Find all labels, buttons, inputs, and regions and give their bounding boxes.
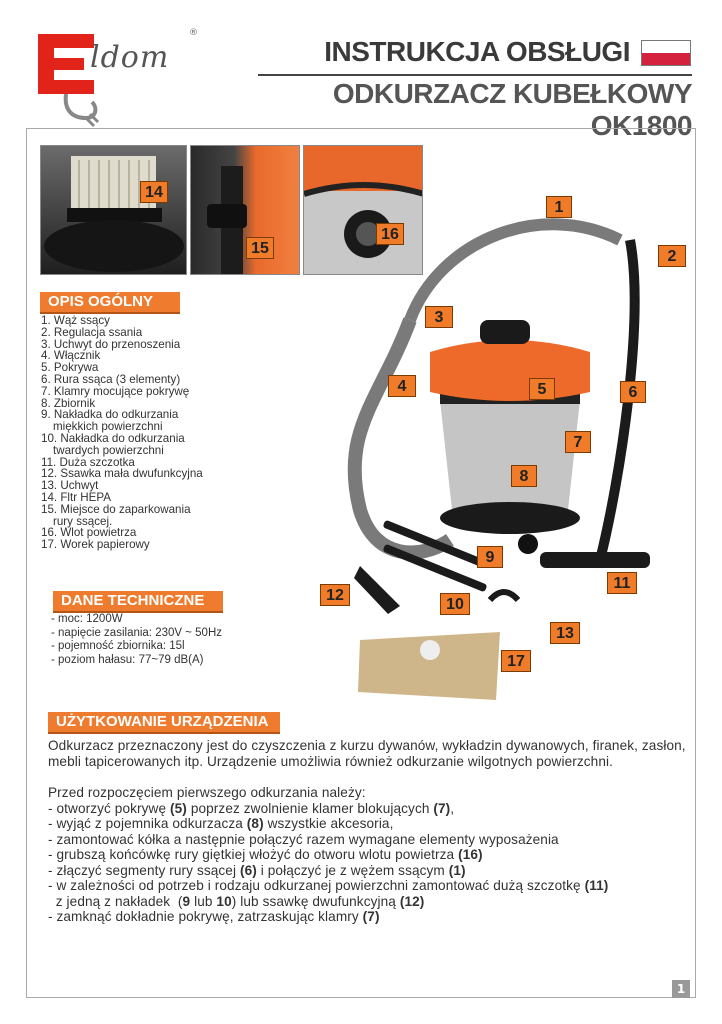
usage-step: z jedną z nakładek (9 lub 10) lub ssawkę dwufunkcyjną (12) [48,893,425,909]
parts-list-item: 6. Rura ssąca (3 elementy) [41,372,181,386]
callout-7: 7 [565,431,591,453]
usage-intro: Odkurzacz przeznaczony jest do czyszczenia z kurzu dywanów, wykładzin dywanowych, firanek, zasłon, mebli tapicerowanych itp. Urządzenie umożliwia również odkurzanie wilgotnych powierzchni. [48,738,686,769]
section-heading-dane: DANE TECHNICZNE [53,591,223,613]
parts-list-item: 2. Regulacja ssania [41,325,143,339]
photo-label-15: 15 [246,237,274,259]
title-rule [258,74,692,76]
registered-mark: ® [189,28,198,38]
callout-6: 6 [620,381,646,403]
parts-list-item: 12. Ssawka mała dwufunkcyjna [41,467,203,481]
parts-list-item: 14. Fltr HEPA [41,490,112,504]
callout-4: 4 [388,375,416,397]
spec-list-item: - poziom hałasu: 77~79 dB(A) [51,653,204,666]
usage-text [48,738,688,925]
page-title: INSTRUKCJA OBSŁUGI [324,36,630,67]
parts-list-item: 17. Worek papierowy [41,538,150,552]
usage-step: - grubszą końcówkę rury giętkiej włożyć do otworu wlotu powietrza (16) [48,847,483,862]
page-number: 1 [672,980,690,998]
callout-9: 9 [477,546,503,568]
photo-label-14: 14 [140,181,168,203]
callout-8: 8 [511,465,537,487]
spec-list-item: - napięcie zasilania: 230V ~ 50Hz [51,626,223,639]
callout-10: 10 [440,593,470,615]
spec-list-item: - pojemność zbiornika: 15l [51,640,185,652]
photo-label-16: 16 [376,223,404,245]
usage-step: - w zależności od potrzeb i rodzaju odkurzanej powierzchni zamontować dużą szczotkę (11) [48,878,609,893]
parts-list [41,315,251,551]
callout-2: 2 [658,245,686,267]
usage-steps [48,801,688,925]
photo-tube-parking [190,145,300,275]
parts-list-item: 7. Klamry mocujące pokrywę [41,384,190,398]
parts-list-item: 10. Nakładka do odkurzania twardych powierzchni [41,431,185,457]
vacuum-illustration [300,180,660,700]
photo-hepa-filter [40,145,187,275]
section-heading-uzytkowanie: UŻYTKOWANIE URZĄDZENIA [48,712,280,734]
parts-list-item: 5. Pokrywa [41,361,99,375]
usage-step: - wyjąć z pojemnika odkurzacza (8) wszystkie akcesoria, [48,816,394,831]
section-heading-opis: OPIS OGÓLNY [40,292,180,314]
callout-1: 1 [546,196,572,218]
usage-step: - otworzyć pokrywę (5) poprzez zwolnienie klamer blokujących (7), [48,800,455,816]
usage-lead: Przed rozpoczęciem pierwszego odkurzania należy: [48,785,366,800]
parts-list-item: 15. Miejsce do zaparkowania rury ssącej. [41,502,191,528]
parts-list-item: 9. Nakładka do odkurzania miękkich powierzchni [41,408,179,434]
callout-5: 5 [529,378,555,400]
polish-flag-icon [641,40,691,66]
callout-13: 13 [550,622,580,644]
product-title: ODKURZACZ KUBEŁKOWY OK1800 [332,78,692,141]
parts-list-item: 16. Wlot powietrza [41,526,137,540]
callout-3: 3 [425,306,453,328]
callout-17: 17 [501,650,531,672]
spec-list-item: - moc: 1200W [51,613,123,625]
usage-step: - zamontować kółka a następnie połączyć razem wymagane elementy wyposażenia [48,831,559,847]
usage-step: - zamknąć dokładnie pokrywę, zatrzaskując klamry (7) [48,909,380,924]
parts-list-item: 1. Wąż ssący [41,314,110,327]
parts-list-item: 13. Uchwyt [41,479,99,493]
spec-list [51,613,281,667]
parts-list-item: 4. Włącznik [41,349,101,363]
parts-list-item: 8. Zbiornik [41,396,96,410]
parts-list-item: 11. Duża szczotka [41,455,135,469]
logo-wordmark: ldom [90,40,170,75]
parts-list-item: 3. Uchwyt do przenoszenia [41,337,181,351]
usage-step: - złączyć segmenty rury ssącej (6) i połączyć je z wężem ssącym (1) [48,862,466,878]
callout-11: 11 [607,572,637,594]
callout-12: 12 [320,584,350,606]
